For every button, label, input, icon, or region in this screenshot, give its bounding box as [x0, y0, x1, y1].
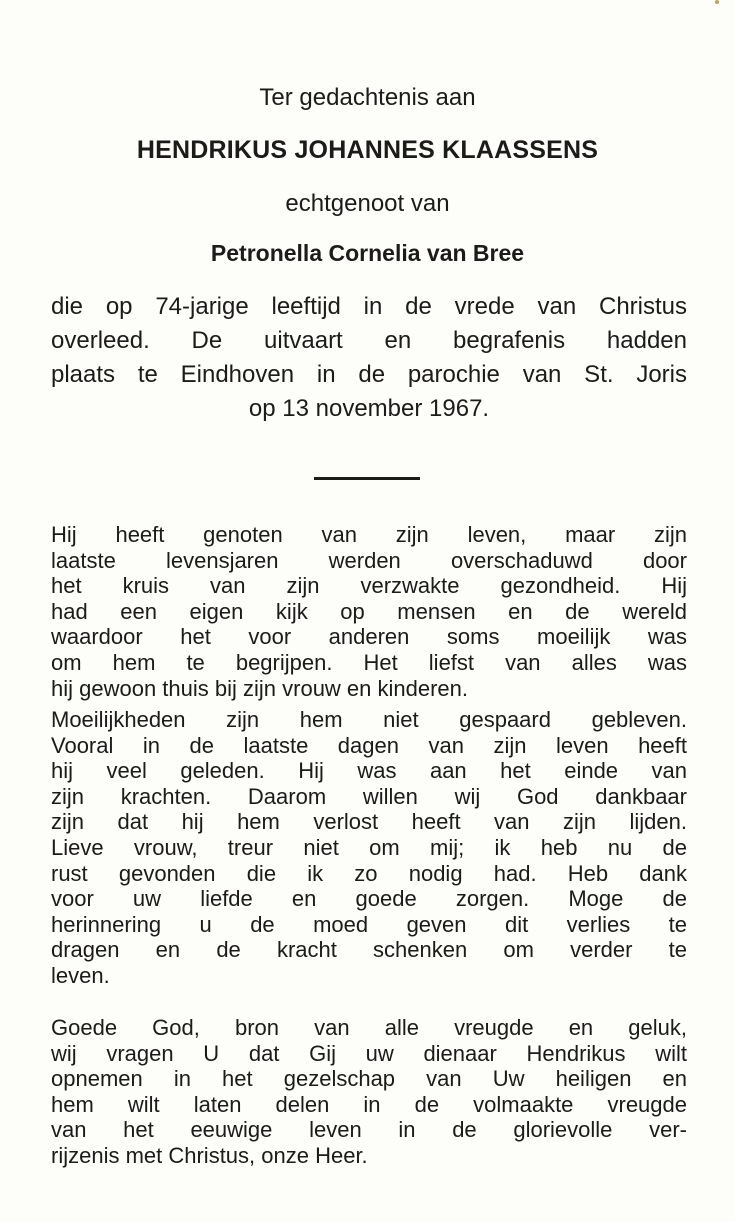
announcement-line: die op 74-jarige leeftijd in de vrede van Christus	[51, 293, 687, 320]
paragraph-line: herinnering u de moed geven dit verlies te	[51, 911, 687, 937]
prayer-paragraph	[51, 1015, 687, 1169]
paragraph-line: Hij heeft genoten van zijn leven, maar zijn	[51, 522, 687, 547]
paragraph-line: Vooral in de laatste dagen van zijn leven heeft	[51, 732, 687, 758]
section-divider	[314, 477, 420, 480]
paragraph-line: leven.	[51, 962, 110, 988]
paragraph-line: had een eigen kijk op mensen en de wereld	[51, 598, 687, 624]
paragraph-line: zijn krachten. Daarom willen wij God dankbaar	[51, 783, 687, 809]
intro-text: Ter gedachtenis aan	[259, 84, 476, 111]
paragraph-line: wij vragen U dat Gij uw dienaar Hendrikus wilt	[51, 1040, 687, 1066]
paragraph-line: zijn dat hij hem verlost heeft van zijn lijden.	[51, 809, 687, 835]
paragraph-line: Moeilijkheden zijn hem niet gespaard gebleven.	[51, 707, 687, 732]
paragraph-line: van het eeuwige leven in de glorievolle ver-	[51, 1117, 687, 1143]
paragraph-line: waardoor het voor anderen soms moeilijk was	[51, 624, 687, 650]
death-announcement	[51, 290, 687, 426]
paragraph-line: laatste levensjaren werden overschaduwd door	[51, 547, 687, 573]
paragraph-line: hij veel geleden. Hij was aan het einde van	[51, 758, 687, 784]
life-paragraph	[51, 522, 687, 701]
paragraph-line: Goede God, bron van alle vreugde en geluk,	[51, 1015, 687, 1040]
deceased-name: HENDRIKUS JOHANNES KLAASSENS	[136, 136, 599, 164]
paragraph-line: voor uw liefde en goede zorgen. Moge de	[51, 886, 687, 912]
paragraph-line: opnemen in het gezelschap van Uw heiligen en	[51, 1066, 687, 1092]
farewell-paragraph	[51, 707, 687, 989]
relation-text: echtgenoot van	[285, 190, 450, 217]
paragraph-line: rijzenis met Christus, onze Heer.	[51, 1142, 368, 1168]
announcement-line: overleed. De uitvaart en begrafenis hadden	[51, 327, 687, 354]
paragraph-line: hij gewoon thuis bij zijn vrouw en kinderen.	[51, 675, 469, 701]
spouse-name: Petronella Cornelia van Bree	[210, 240, 525, 266]
paragraph-line: het kruis van zijn verzwakte gezondheid. Hij	[51, 573, 687, 599]
paragraph-line: hem wilt laten delen in de volmaakte vreugde	[51, 1091, 687, 1117]
announcement-line: plaats te Eindhoven in de parochie van St. Joris	[51, 361, 687, 388]
paragraph-line: rust gevonden die ik zo nodig had. Heb dank	[51, 860, 687, 886]
paragraph-line: om hem te begrijpen. Het liefst van alles was	[51, 649, 687, 675]
paragraph-line: Lieve vrouw, treur niet om mij; ik heb nu de	[51, 834, 687, 860]
print-speck	[715, 0, 719, 4]
announcement-line: op 13 november 1967.	[248, 395, 490, 422]
paragraph-line: dragen en de kracht schenken om verder te	[51, 937, 687, 963]
